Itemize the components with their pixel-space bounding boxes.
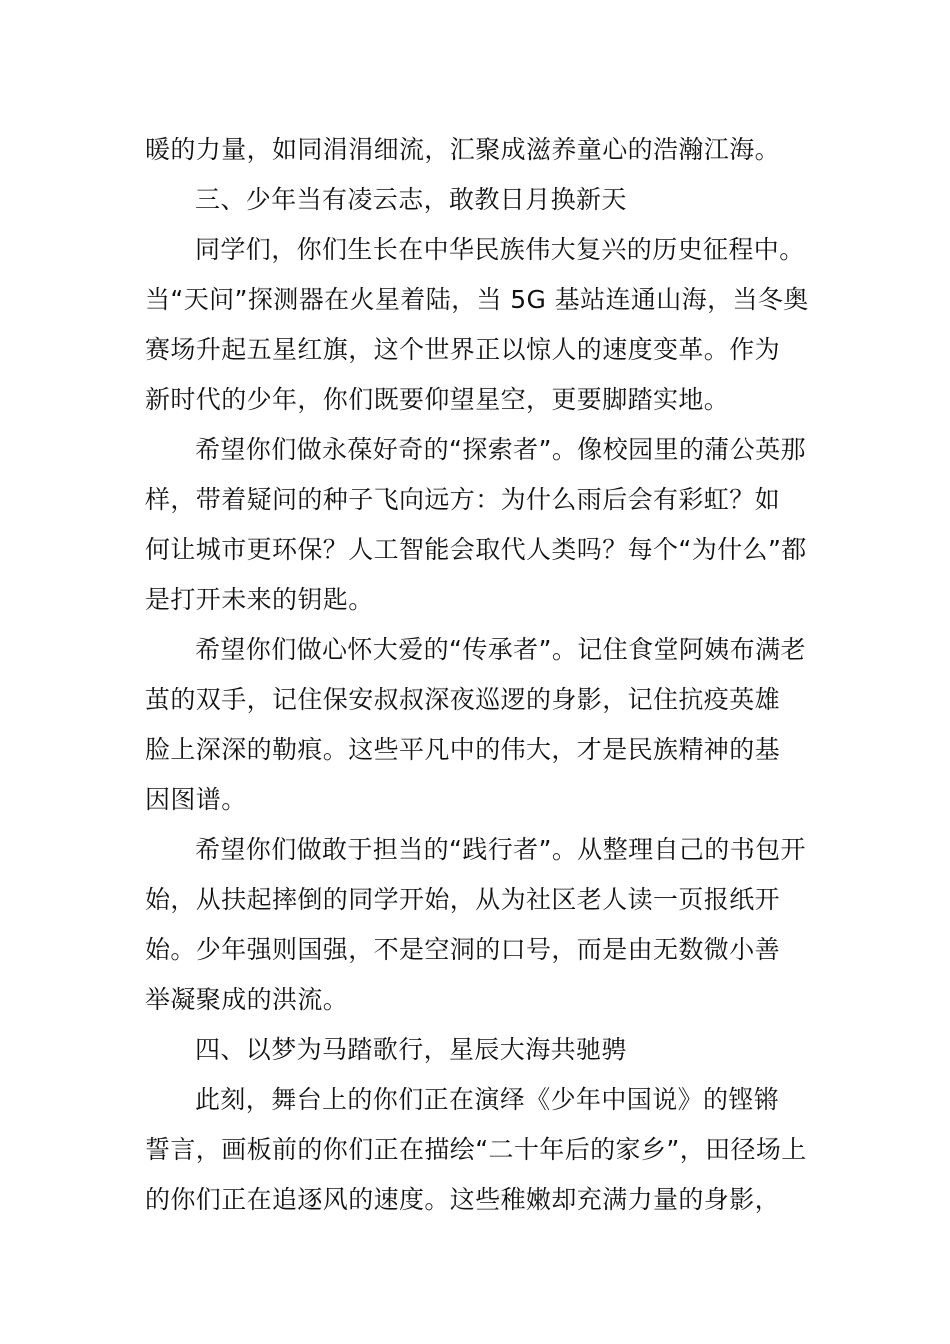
text-line: 因图谱。 — [145, 785, 247, 814]
text-line: 举凝聚成的洪流。 — [145, 985, 349, 1014]
text-line: 希望你们做永葆好奇的“探索者”。像校园里的蒲公英那 — [195, 435, 806, 464]
text-line: 是打开未来的钥匙。 — [145, 585, 374, 614]
section-heading: 三、少年当有凌云志，敢教日月换新天 — [195, 185, 627, 214]
text-line: 暖的力量，如同涓涓细流，汇聚成滋养童心的浩瀚江海。 — [145, 135, 781, 164]
text-line: 当“天问”探测器在火星着陆，当 5G 基站连通山海，当冬奥 — [145, 285, 809, 314]
text-line: 茧的双手，记住保安叔叔深夜巡逻的身影，记住抗疫英雄 — [145, 685, 781, 714]
text-line: 样，带着疑问的种子飞向远方：为什么雨后会有彩虹？如 — [145, 485, 781, 514]
text-line: 始，从扶起摔倒的同学开始，从为社区老人读一页报纸开 — [145, 885, 781, 914]
text-line: 赛场升起五星红旗，这个世界正以惊人的速度变革。作为 — [145, 335, 781, 364]
text-line: 脸上深深的勒痕。这些平凡中的伟大，才是民族精神的基 — [145, 735, 781, 764]
text-line: 始。少年强则国强，不是空洞的口号，而是由无数微小善 — [145, 935, 781, 964]
text-line: 同学们，你们生长在中华民族伟大复兴的历史征程中。 — [195, 235, 805, 264]
text-line: 新时代的少年，你们既要仰望星空，更要脚踏实地。 — [145, 385, 730, 414]
text-line: 希望你们做敢于担当的“践行者”。从整理自己的书包开 — [195, 835, 806, 864]
text-line: 希望你们做心怀大爱的“传承者”。记住食堂阿姨布满老 — [195, 635, 806, 664]
text-line: 此刻，舞台上的你们正在演绎《少年中国说》的铿锵 — [195, 1085, 780, 1114]
text-line: 何让城市更环保？人工智能会取代人类吗？每个“为什么”都 — [145, 535, 807, 564]
text-line: 誓言，画板前的你们正在描绘“二十年后的家乡”，田径场上 — [145, 1135, 807, 1164]
text-line: 的你们正在追逐风的速度。这些稚嫩却充满力量的身影， — [145, 1185, 781, 1214]
section-heading: 四、以梦为马踏歌行，星辰大海共驰骋 — [195, 1035, 627, 1064]
